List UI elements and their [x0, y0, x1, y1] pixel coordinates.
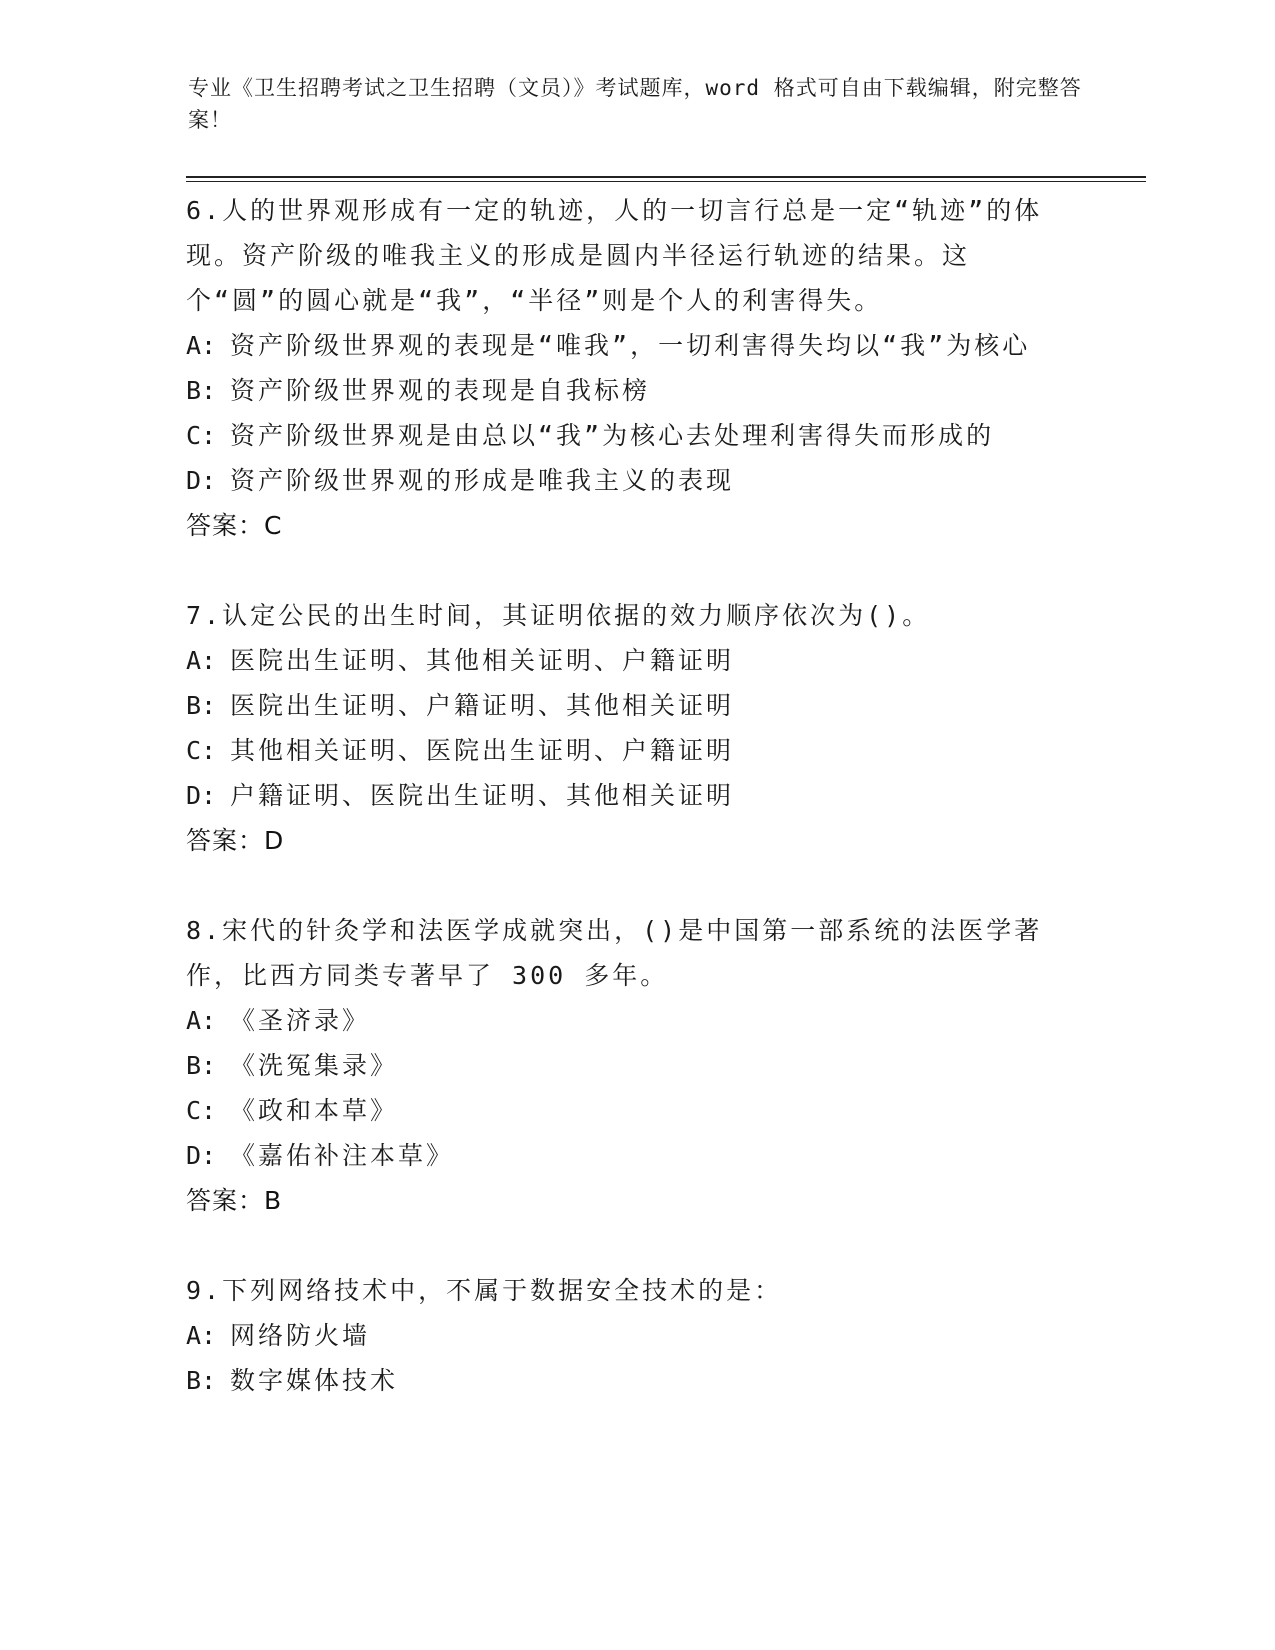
option-text: 医院出生证明、户籍证明、其他相关证明 — [230, 691, 735, 720]
option-letter: C: — [186, 421, 217, 450]
option-text: 资产阶级世界观的形成是唯我主义的表现 — [230, 466, 735, 495]
option-letter: A: — [186, 1321, 217, 1350]
option-letter: C: — [186, 1096, 217, 1125]
answer: 答案：B — [186, 1186, 283, 1215]
option-a — [186, 1313, 1086, 1358]
question-9 — [186, 1268, 1086, 1403]
option-d — [186, 458, 1086, 503]
option-letter: A: — [186, 1006, 217, 1035]
option-letter: D: — [186, 1141, 217, 1170]
option-letter: D: — [186, 466, 217, 495]
option-a — [186, 323, 1086, 368]
question-list — [186, 188, 1086, 1448]
option-c — [186, 1088, 1086, 1133]
question-7 — [186, 593, 1086, 863]
option-text: 数字媒体技术 — [230, 1366, 399, 1395]
option-a — [186, 998, 1086, 1043]
option-d — [186, 1133, 1086, 1178]
option-a — [186, 638, 1086, 683]
option-d — [186, 773, 1086, 818]
header-divider-thick — [186, 176, 1146, 178]
option-letter: B: — [186, 1366, 217, 1395]
option-letter: A: — [186, 646, 217, 675]
option-text: 《洗冤集录》 — [230, 1051, 399, 1080]
option-text: 医院出生证明、其他相关证明、户籍证明 — [230, 646, 735, 675]
option-letter: C: — [186, 736, 217, 765]
option-b — [186, 1358, 1086, 1403]
option-text: 资产阶级世界观的表现是自我标榜 — [230, 376, 651, 405]
option-b — [186, 368, 1086, 413]
answer: 答案：C — [186, 511, 283, 540]
option-b — [186, 1043, 1086, 1088]
header-divider-thin — [186, 181, 1146, 182]
question-8 — [186, 908, 1086, 1223]
option-text: 资产阶级世界观是由总以“我”为核心去处理利害得失而形成的 — [230, 421, 995, 450]
question-stem: 6.人的世界观形成有一定的轨迹，人的一切言行总是一定“轨迹”的体现。资产阶级的唯我主义的形成是圆内半径运行轨迹的结果。这个“圆”的圆心就是“我”，“半径”则是个人的利害得失。 — [186, 196, 1043, 315]
option-letter: B: — [186, 691, 217, 720]
option-letter: B: — [186, 1051, 217, 1080]
option-text: 户籍证明、医院出生证明、其他相关证明 — [230, 781, 735, 810]
option-letter: B: — [186, 376, 217, 405]
question-stem: 7.认定公民的出生时间，其证明依据的效力顺序依次为()。 — [186, 601, 931, 630]
document-header: 专业《卫生招聘考试之卫生招聘（文员）》考试题库，word 格式可自由下载编辑，附完整答案！ — [188, 76, 1082, 132]
option-letter: D: — [186, 781, 217, 810]
option-letter: A: — [186, 331, 217, 360]
option-text: 《嘉佑补注本草》 — [230, 1141, 455, 1170]
option-text: 网络防火墙 — [230, 1321, 371, 1350]
answer: 答案：D — [186, 826, 285, 855]
option-text: 《政和本草》 — [230, 1096, 399, 1125]
option-text: 《圣济录》 — [230, 1006, 371, 1035]
option-c — [186, 413, 1086, 458]
question-6 — [186, 188, 1086, 548]
question-stem: 8.宋代的针灸学和法医学成就突出，()是中国第一部系统的法医学著作，比西方同类专著早了 300 多年。 — [186, 916, 1043, 990]
option-text: 其他相关证明、医院出生证明、户籍证明 — [230, 736, 735, 765]
option-c — [186, 728, 1086, 773]
question-stem: 9.下列网络技术中，不属于数据安全技术的是： — [186, 1276, 783, 1305]
option-text: 资产阶级世界观的表现是“唯我”，一切利害得失均以“我”为核心 — [230, 331, 1031, 360]
option-b — [186, 683, 1086, 728]
